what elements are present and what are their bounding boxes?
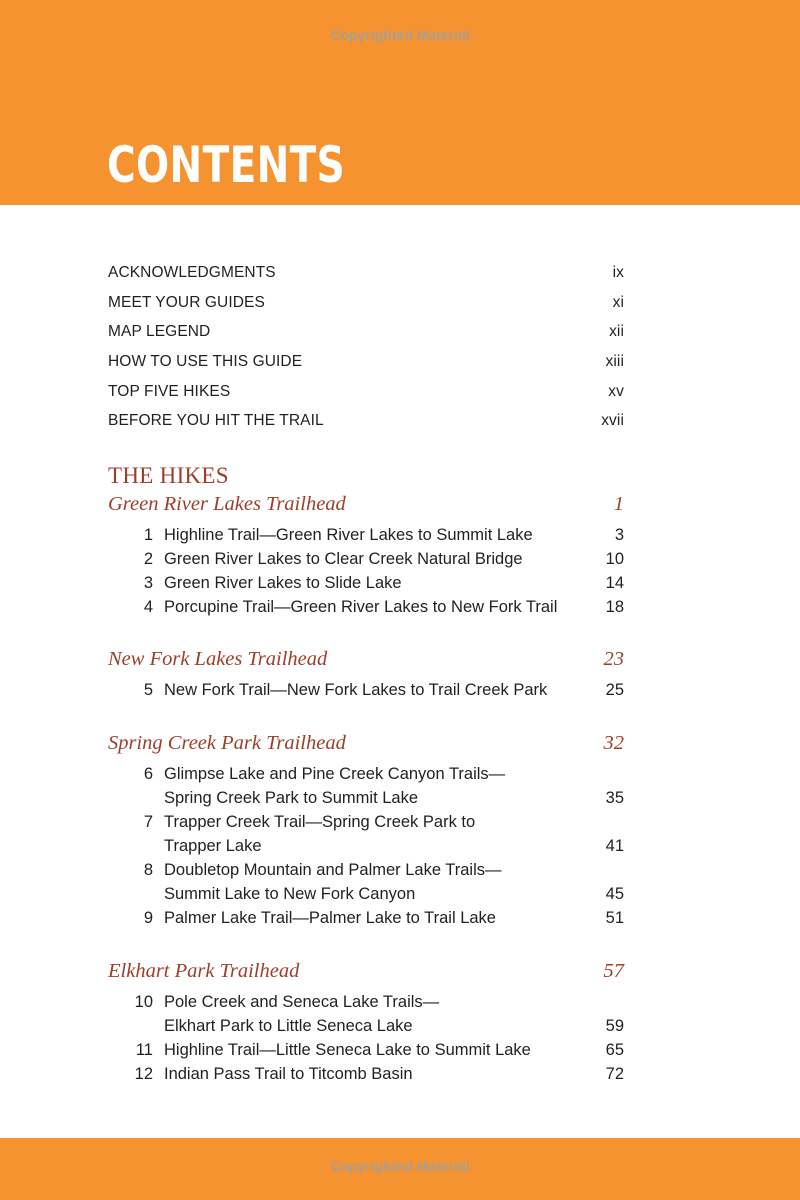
hike-title: Glimpse Lake and Pine Creek Canyon Trails— Spring Creek Park to Summit Lake xyxy=(164,765,506,807)
hike-title: Pole Creek and Seneca Lake Trails— Elkhart Park to Little Seneca Lake xyxy=(164,993,440,1035)
front-matter-page: xii xyxy=(609,323,624,341)
hike-title: Doubletop Mountain and Palmer Lake Trails— Summit Lake to New Fork Canyon xyxy=(164,861,502,903)
hike-page: 25 xyxy=(605,681,624,699)
hike-page: 3 xyxy=(614,526,624,544)
hike-entry[interactable] xyxy=(108,1062,624,1086)
hike-title: Trapper Creek Trail—Spring Creek Park to Trapper Lake xyxy=(164,813,476,855)
front-matter-item[interactable] xyxy=(108,383,624,413)
section-heading[interactable] xyxy=(108,493,624,521)
section-page: 57 xyxy=(603,960,624,982)
hikes-heading: THE HIKES xyxy=(108,463,229,488)
hike-number: 5 xyxy=(143,681,153,699)
hike-page: 59 xyxy=(605,1017,624,1035)
hike-number: 7 xyxy=(143,813,153,831)
section-heading[interactable] xyxy=(108,732,624,760)
hike-page: 35 xyxy=(605,789,624,807)
hike-title: Palmer Lake Trail—Palmer Lake to Trail Lake xyxy=(164,909,496,927)
front-matter-page: xi xyxy=(612,293,624,311)
hike-number: 8 xyxy=(143,861,153,879)
page-title: CONTENTS xyxy=(107,136,346,194)
section-page: 23 xyxy=(603,648,624,670)
front-matter-item[interactable] xyxy=(108,294,624,324)
hike-page: 45 xyxy=(605,885,624,903)
hike-number: 9 xyxy=(143,909,153,927)
hike-number: 1 xyxy=(143,526,153,544)
section-spring-creek-park xyxy=(108,732,624,930)
hike-title: Porcupine Trail—Green River Lakes to New Fork Trail xyxy=(164,598,558,616)
hike-number: 4 xyxy=(143,598,153,616)
hike-title: Highline Trail—Green River Lakes to Summit Lake xyxy=(164,526,533,544)
front-matter-label: HOW TO USE THIS GUIDE xyxy=(108,353,303,371)
hike-number: 2 xyxy=(143,550,153,568)
section-title: Spring Creek Park Trailhead xyxy=(108,732,346,754)
section-heading[interactable] xyxy=(108,648,624,676)
section-elkhart-park xyxy=(108,960,624,1086)
hike-entry[interactable] xyxy=(108,810,624,858)
hike-number: 11 xyxy=(135,1041,153,1059)
hike-title: Green River Lakes to Clear Creek Natural Bridge xyxy=(164,550,523,568)
hike-number: 10 xyxy=(134,993,153,1011)
hike-page: 41 xyxy=(605,837,624,855)
hike-entry[interactable] xyxy=(108,523,624,547)
hike-number: 12 xyxy=(134,1065,153,1083)
front-matter-label: MAP LEGEND xyxy=(108,323,211,341)
hike-number: 6 xyxy=(143,765,153,783)
front-matter-list xyxy=(108,264,624,442)
hike-entry[interactable] xyxy=(108,1038,624,1062)
hike-entry[interactable] xyxy=(108,990,624,1038)
section-heading[interactable] xyxy=(108,960,624,988)
front-matter-label: MEET YOUR GUIDES xyxy=(108,293,265,311)
front-matter-item[interactable] xyxy=(108,323,624,353)
front-matter-item[interactable] xyxy=(108,353,624,383)
hike-entry[interactable] xyxy=(108,906,624,930)
hike-page: 10 xyxy=(605,550,624,568)
hike-title: New Fork Trail—New Fork Lakes to Trail Creek Park xyxy=(164,681,548,699)
hike-title: Indian Pass Trail to Titcomb Basin xyxy=(164,1065,413,1083)
section-page: 1 xyxy=(613,493,624,515)
section-title: Elkhart Park Trailhead xyxy=(108,960,300,982)
hike-title: Green River Lakes to Slide Lake xyxy=(164,574,402,592)
hike-entry[interactable] xyxy=(108,678,624,702)
front-matter-page: xiii xyxy=(605,353,624,371)
hike-title: Highline Trail—Little Seneca Lake to Summit Lake xyxy=(164,1041,531,1059)
section-page: 32 xyxy=(603,732,624,754)
front-matter-label: TOP FIVE HIKES xyxy=(108,382,231,400)
header-band xyxy=(0,0,800,205)
hike-entry[interactable] xyxy=(108,547,624,571)
front-matter-page: ix xyxy=(612,264,624,281)
front-matter-page: xv xyxy=(608,382,624,400)
front-matter-item[interactable] xyxy=(108,412,624,442)
hike-entry[interactable] xyxy=(108,571,624,595)
footer-band xyxy=(0,1138,800,1200)
watermark-bottom: Copyrighted Material xyxy=(330,1158,470,1174)
section-green-river-lakes xyxy=(108,493,624,619)
front-matter-item[interactable] xyxy=(108,264,624,294)
watermark-top: Copyrighted Material xyxy=(330,27,470,43)
hike-number: 3 xyxy=(143,574,153,592)
section-new-fork-lakes xyxy=(108,648,624,702)
front-matter-label: BEFORE YOU HIT THE TRAIL xyxy=(108,412,324,430)
hike-page: 65 xyxy=(605,1041,624,1059)
hike-page: 18 xyxy=(605,598,624,616)
hike-page: 51 xyxy=(605,909,624,927)
hike-entry[interactable] xyxy=(108,595,624,619)
hike-entry[interactable] xyxy=(108,858,624,906)
front-matter-label: ACKNOWLEDGMENTS xyxy=(108,264,276,281)
hike-page: 14 xyxy=(605,574,624,592)
section-title: New Fork Lakes Trailhead xyxy=(108,648,328,670)
section-title: Green River Lakes Trailhead xyxy=(108,493,346,515)
hike-page: 72 xyxy=(605,1065,624,1083)
hike-entry[interactable] xyxy=(108,762,624,810)
front-matter-page: xvii xyxy=(601,412,624,430)
